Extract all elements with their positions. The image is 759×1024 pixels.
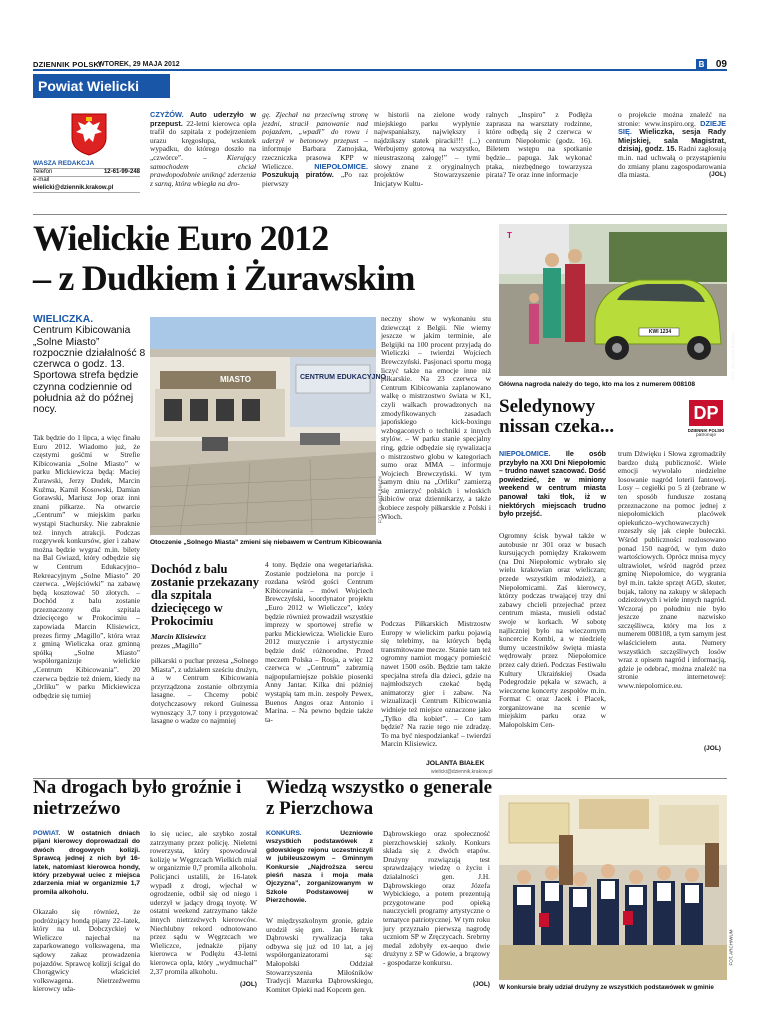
main-lead: [33, 314, 148, 416]
main-col-5: Podczas Piłkarskich Mistrzostw Europy w wielickim parku pojawią się telebimy, na których będą transmitowane mecze. Stanie tam też ogromny namiot mogący pomieścić nawet 1500 osób. Będzie tam także specjalna strefa dla dzieci, gdzie na najmłodszych czekać będą animatorzy gier i zabaw. Na wizualizacji Centrum Kibicowania widnieje też miejsce oznaczone jako „Tylko dla kobiet”. – Co tam będzie? Na razie tego nie zdradzę. To ma być niespodzianka! – twierdzi Marcin Klisiewicz.: [381, 619, 491, 749]
brief-text-italic: gę. Zjechał na przeciwną stronę jezdni, stracił panowanie nad pojazdem, „wpadł” do rowu i uderzył w betonowy przepust: [262, 110, 368, 145]
redakcja-email-label: e-mail: [33, 176, 140, 185]
general-lead: [266, 830, 373, 906]
roads-title: Na drogach było groźnie i nietrzeźwo: [33, 777, 242, 819]
car-story-lead-text: Ile osób przybyło na XXI Dni Niepołomic – trudno nawet szacować. Dość powiedzieć, że w miniony weekend w centrum miasta panował taki tłok, iż w niektórych miejscach trudno było przejść.: [499, 450, 606, 519]
dp-patron-logo: [686, 400, 726, 438]
wieliczka-crest-icon: [70, 112, 108, 156]
brief-lead-niepolomice: NIEPOŁOMICE.: [314, 161, 368, 171]
main-headline-2: – z Dudkiem i Żurawskim: [33, 258, 415, 298]
redakcja-tel-row: [33, 168, 140, 177]
roads-col-1: Okazało się również, że podróżujący hondą pijany 22–latek, który na ul. Dobczyckiej w Wieliczce najechał na zaparkowanego volkswagena, ma sądowy zakaz prowadzenia pojazdów. Sprawcę kolizji ścigał do Chorągwicy właściciel volkswagena. Nietrzeźwemu kierowcy uda-: [33, 907, 140, 994]
dp-logo-subtext: patronuje: [695, 433, 716, 438]
redakcja-tel-label: Telefon: [33, 168, 53, 175]
roads-lead: [33, 830, 140, 897]
general-photo-pupils: [499, 795, 734, 980]
redakcja-tel[interactable]: 12-61-99-248: [103, 168, 140, 175]
main-col-2: piłkarski o puchar prezesa „Solnego Miasta”, z udziałem sześciu drużyn, a w Centrum Kibicowania przyrządzona zostanie olbrzymia lasagne. – Chcemy pobić dotychczasowy rekord Guinessa wynoszący 3,7 tony i przygotować lasagne o wadze co najmniej: [151, 656, 258, 726]
brief-text-italic: Kierujący samochodem chciał prawdopodobnie uniknąć zderzenia z sarną, która wbiegła na dro-: [150, 152, 256, 188]
redakcja-box: [33, 160, 140, 193]
brief-lead-bold: Auto uderzyło w przepust.: [150, 110, 256, 128]
side-quote-title: Dochód z balu zostanie przekazany dla szpitala dziecięcego w Prokocimiu: [151, 562, 259, 628]
roads-lead-text: W ostatnich dniach pijani kierowcy doprowadzali do dwóch drogowych kolizji. Sprawcą jednej z nich był 16-latek, natomiast kierowca hondy, który przebywał uciec z miejsca zdarzenia miał w organizmie 1,7 promila alkoholu.: [33, 830, 140, 896]
brief-col-2: [262, 111, 368, 207]
car-story-signature: (JOL): [704, 745, 721, 752]
general-lead-place: KONKURS.: [266, 830, 302, 837]
main-col-3: 4 tony. Będzie ona wegetariańska. Zostanie podzielona na porcje i rozdana wśród gości Centrum Kibicowania – mówi Wojciech Brewczyński, koordynator projektu „Euro 2012 w Wieliczce”, który będzie również prowadził wszystkie imprezy w sportowej strefie w parku Mickiewicza. Wielickie Euro 2012 muzycznie i artystycznie będzie dość różnorodne. Przed meczem Polska – Rosja, a więc 12 czerwca w „Centrum” zabrzmią najpopularniejsze polskie piosenki Anny Jantar. Kilka dni później wystąpią tam m.in. zespoły Pewex, Buenos Angos oraz Antonio i Marina. – Na pewno będzie także ta-: [265, 560, 373, 724]
general-photo-caption: W konkursie brały udział drużyny ze wszystkich podstawówek w gminie: [499, 984, 714, 991]
section-title-bar: [33, 74, 170, 98]
car-photo-illustration: [499, 224, 727, 376]
page-number: 09: [715, 59, 727, 70]
car-photo-caption: Główna nagroda należy do tego, kto ma los z numerem 008108: [499, 381, 696, 388]
dp-logo-icon: DP: [689, 400, 723, 426]
car-story-lead: [499, 450, 606, 519]
brief-col-3: w historii na zielone wody miejskiego parku wypłynie najwspanialszy, największy i najdzikszy statek piracki!!! (...) Werbujemy gotową na wszystko, nieustraszoną załogę!” – tymi słowy znane z oryginalnych projektów Stowarzyszenie Inicjatyw Kultu-: [374, 110, 480, 188]
brief-lead-bold: Wieliczka, sesja Rady Miejskiej, sala Magistrat, dzisiaj, godz. 15.: [618, 127, 726, 154]
brief-col-4: ralnych „Inspiro” z Podłęża zaprasza na warsztaty rodzinne, które odbędą się 2 czerwca w centrum Niepołomic (godz. 16). Biletem wstępu na spotkanie będzie... papuga. Jak wykonać ptaka, niezbędnego towarzysza pirata? Te oraz inne informacje: [486, 110, 592, 180]
signature: (JOL): [709, 171, 726, 179]
car-photo: [499, 224, 736, 381]
masthead-bar: [33, 60, 727, 71]
main-photo-caption: Otoczenie „Solnego Miasta” zmieni się niebawem w Centrum Kibicowania: [150, 539, 382, 546]
svg-text:T: T: [507, 231, 512, 240]
main-photo-solne-miasto: [150, 317, 386, 535]
brief-text: Radni zagłosują m.in. nad uchwałą o przystąpieniu do zmiany planu zagospodarowania dla miasta.: [618, 144, 726, 180]
pupils-illustration: [499, 795, 727, 980]
photo-building-sign-2: MIASTO: [220, 375, 251, 384]
roads-col-2: ło się uciec, ale szybko został zatrzymany przez policję. Nieletni rowerzysta, który spowodował kolizję w Węgrzcach Wielkich miał w organizmie 0,7 promila alkoholu. Policjanci ustalili, że 16-latek wypadł z drogi, wjechał w ogrodzenie, odbił się od niego i uderzył w jadący drogą toyotę. W ostatni weekend zatrzymano także innych nietrzeźwych kierowców. Niechlubny rekord odnotowano przez sądu w Węgrzcach we Wieliczce, jednakże pijany kierowca w Podłężu 43-letni kierowca opla, który „wydmuchał” 2,37 promila alkoholu.: [150, 829, 257, 976]
side-quote-author-name: Marcin Klisiewicz: [151, 632, 206, 641]
masthead-date: WTOREK, 29 MAJA 2012: [98, 60, 180, 68]
car-story-col-1: Ogromny ścisk bywał także w autobusie nr 301 oraz w busach kursujących pomiędzy Krakowem (na Dni Niepołomic wybrało się wielu krakowian oraz wieliczan; przede wszystkim młodzież), a Niepołomicami. Zaś kierowcy, którzy podczas trwającej trzy dni zabawy chcieli przejechać przez centrum miasta, musieli odstać swoje w korkach. W sobotę najliczniej było na wieczornym koncercie Kombi, a w niedzielę tłumy uczestników święta miasta wędrowały przez Niepołomice przez cały dzień. Podczas Festiwalu Kultury Ukraińskiej Osada Podegrodzie pękała w szwach, a wieczorne koncerty zespołów m.in. Format C oraz Jacek i Placek, zorganizowane na scenie w miejskim parku oraz w Małopolskim Cen-: [499, 531, 606, 730]
car-story-col-2: trum Dźwięku i Słowa zgromadziły bardzo dużą publiczność. Wiele emocji wywołało niedzielne losowanie nagród loterii fantowej. Losy – cegiełki po 5 zł (zebrane w ten sposób fundusze zostaną przeznaczone na pomoc jednej z niepołomickich placówek opiekuńczo–wychowawczych) rozeszły się jak ciepłe bułeczki. Wśród publiczności rozlosowano ponad 150 nagród, w tym dużo wartościowych. Oprócz mnisa mycy ultrawiolet, wśród nagród przez gminę Niepołomice, do wygrania był m.in. także sprzęt AGD, skuter, bujak, talony na zakupy w sklepach odzieżowych i wiele innych nagród. Wczoraj po południu nie było jeszcze znane nazwisko szczęśliwca, który ma los z numerem 008108, a tym samym jest właścicielem auta. Numery wszystkich szczęśliwych losów wraz z opisem nagród i informacją, gdzie je odebrać, można znaleźć na stronie internetowej: www.niepolomice.eu.: [618, 449, 726, 691]
section-letter-badge: B: [696, 59, 707, 70]
photo-building-sign: CENTRUM EDUKACYJNO: [300, 374, 386, 381]
divider: [33, 214, 727, 215]
roads-signature: (JOL): [240, 981, 257, 988]
car-plate: KWI 1234: [648, 329, 672, 335]
general-col-1: W międzyszkolnym gronie, gdzie urodził się gen. Jan Henryk Dąbrowski rywalizacja taka odbywa się już od 10 lat, a jej współorganizatorami są: Małopolski Oddział Stowarzyszenia Miłośników Tradycji Mazurka Dąbrowskiego, Komitet Opieki nad Kopcem gen.: [266, 916, 373, 994]
car-story-lead-place: NIEPOŁOMICE.: [499, 450, 551, 458]
section-title: Powiat Wielicki: [38, 78, 140, 94]
brief-col-5: [618, 111, 726, 207]
brief-lead-czyzow: CZYŻÓW.: [150, 110, 184, 119]
main-author: JOLANTA BIAŁEK: [426, 760, 485, 767]
general-signature: (JOL): [473, 981, 490, 988]
redakcja-label: WASZA REDAKCJA: [33, 160, 95, 167]
main-author-email[interactable]: wielicki@dziennik.krakow.pl: [431, 769, 493, 775]
brief-text: o projekcie można znaleźć na stronie: www.inspiro.org.: [618, 110, 726, 128]
brief-text: 22-letni kierowca opla trafił do szpitala z podejrzeniem urazu kręgosłupa, wskutek wypadku, do którego doszło na „czwórce”. –: [150, 118, 256, 162]
general-col-2: Dąbrowskiego oraz społeczność pierzchowskiej szkoły. Konkurs składa się z dwóch etapów. Drużyny rozwiązują test sprawdzający wiedzę o życiu i działalności gen. J.H. Dąbrowskiego oraz Józefa Wybickiego, a potem prezentują przygotowane pod opieką nauczycieli programy artystyczne o tematyce patriotycznej. W tym roku jury przyznało pierwszą nagrodę uczniom SP w Zręczycach. Srebrny medal zdobyły ex-aequo dwie drużyny z SP w Gdowie, a brązowy - gospodarze konkursu.: [383, 829, 490, 967]
brief-text: – informuje Barbara Zamojska, rzeczniczka prasowa KPP w Wieliczce.: [262, 135, 368, 171]
main-lead-place: WIELICZKA.: [33, 314, 94, 325]
dp-logo-text: DZIENNIK POLSKI: [687, 428, 725, 433]
main-col-1: Tak będzie do 1 lipca, a więc finału Euro 2012. Wiadomo już, że częstymi gośćmi w Strefie Kibicowania „Solne Miasto” w parku Mickiewicza będą: Maciej Żurawski, Jerzy Dudek, Marcin Kuźma, Kamil Kosowski, Damian Gorawski, Mariusz Jop oraz inni znani piłkarze. Na otwarcie „Centrum” w miejskim parku wystąpi Stachursky. Nie zabraknie też innych atrakcji. Podczas rozgrywek konkursów, gier i zabaw można będzie wygrać m.in. bilety na Bal Gwiazd, który odbędzie się w Centrum Edukacyjno–Rekreacyjnym „Solne Miasto” 20 czerwca. „Wejściówki” na zabawę będą kosztować 50 złotych. – Dochód z balu zostanie przeznaczony dla szpitala dziecięcego w Prokocimiu – zapowiada Marcin Klisiewicz, prezes firmy „Magillo”, która wraz z gminą Wieliczka oraz gminną spółką „Solne Miasto” współorganizuje wielickie „Centrum Kibicowania”. 20 czerwca będzie też dniem, kiedy na „Orliku” w parku Mickiewicza odbędzie się turniej: [33, 433, 140, 700]
photo-credit: FOT. JOLANTA BIAŁEK: [377, 475, 383, 524]
building-illustration: [150, 317, 376, 535]
brief-text: „Po raz pierwszy: [262, 170, 368, 188]
masthead-logo: DZIENNIK POLSKI: [33, 60, 102, 69]
general-title: Wiedzą wszystko o generale z Pierzchowa: [266, 777, 493, 819]
side-quote-author-role: prezes „Magillo”: [151, 641, 202, 650]
main-col-4: neczny show w wykonaniu stu dziewcząt z Belgii. Nie wiemy jeszcze w jakim terminie, ale Belgijki na 100 procent przyjadą do Wieliczki – twierdzi Wojciech Brewczyński. Pasjonaci sportu mogą liczyć także na emocje inne niż piłkarskie. Na 23 czerwca w Centrum Kibicowania zaplanowano walkę o mistrzostwo świata w K1, czyli walkach prowadzonych na zmodyfikowanych zasadach japońskiego kick-boxingu wzbogaconych o techniki z innych stylów. – W parku stanie specjalny ring, gdzie odbędzie się rywalizacja o mistrzostwo globu w kategoriach sumo oraz MMA – informuje Wojciech Brewczyński. W tym samym dniu na „Orliku” zamierzą się zmierzyć polskich i włoskich kibiców oraz dziennikarzy, a także kobiece zespoły piłkarskie z Polski i Włoch.: [381, 314, 491, 521]
car-photo-credit: FOT. JOLANTA BIAŁEK: [730, 332, 736, 381]
main-lead-text: Centrum Kibicowania „Solne Miasto” rozpocznie działalność 8 czerwca o godz. 13. Sportowa strefa będzie czynna codziennie od południa aż do późnej nocy.: [33, 325, 146, 416]
general-photo-credit: FOT. ARCHIWUM: [728, 929, 734, 966]
brief-col-1: [150, 111, 256, 207]
roads-lead-place: POWIAT.: [33, 830, 61, 837]
general-lead-text: Uczniowie wszystkich podstawówek z gdowskiego rejonu uczestniczyli w jubileuszowym – Gminnym Konkursie „Najdroższa sercu pieśń nasza i moja mała Ojczyzna”, zorganizowanym w Szkole Podstawowej w Pierzchowie.: [266, 830, 373, 905]
side-quote-author: [151, 632, 266, 650]
car-story-title: Seledynowy nissan czeka...: [499, 396, 615, 437]
brief-lead-dzieje: DZIEJE SIĘ.: [618, 118, 726, 137]
brief-lead-bold: Poszukują piratów.: [262, 170, 334, 180]
main-headline-1: Wielickie Euro 2012: [33, 218, 329, 258]
redakcja-email[interactable]: wielicki@dziennik.krakow.pl: [33, 185, 140, 194]
